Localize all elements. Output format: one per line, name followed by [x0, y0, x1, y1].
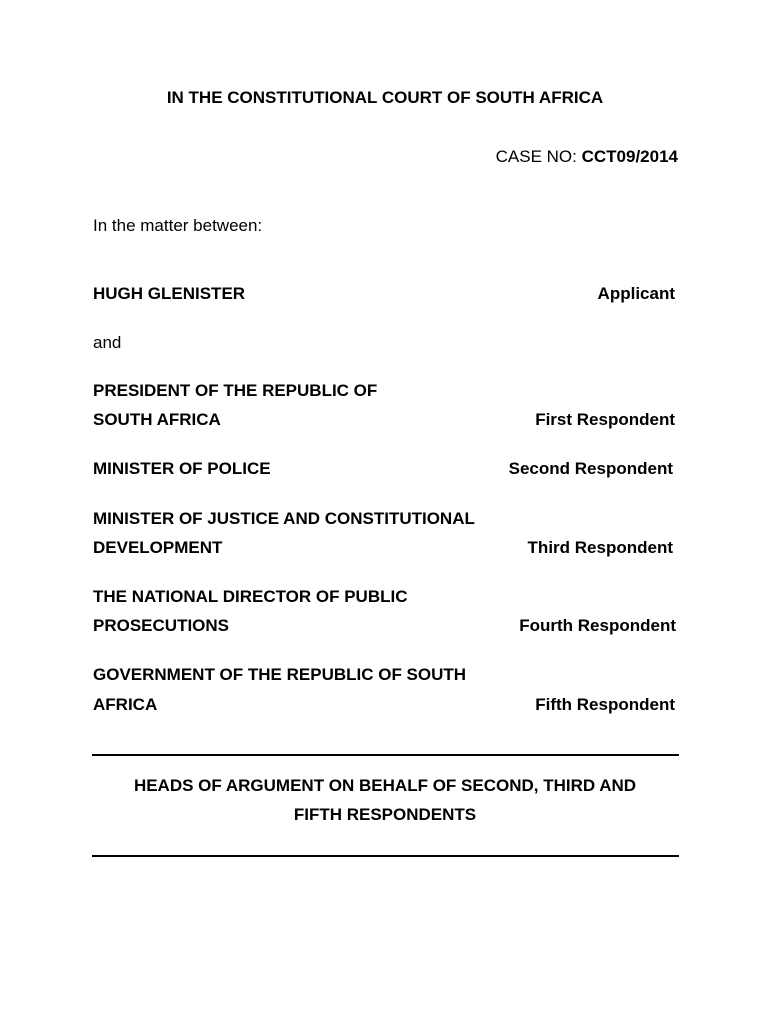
respondent-2-name: MINISTER OF POLICE — [93, 459, 271, 478]
respondent-1-name-line2: SOUTH AFRICA — [93, 410, 221, 429]
respondent-4-role: Fourth Respondent — [519, 616, 676, 635]
respondent-1-role: First Respondent — [535, 410, 675, 429]
respondent-3-role: Third Respondent — [527, 538, 673, 557]
respondent-3-name-line1: MINISTER OF JUSTICE AND CONSTITUTIONAL — [93, 509, 475, 528]
top-divider — [92, 754, 679, 756]
applicant-name: HUGH GLENISTER — [93, 284, 246, 303]
bottom-divider — [92, 855, 679, 857]
respondent-2-role: Second Respondent — [508, 459, 673, 478]
heading-line1: HEADS OF ARGUMENT ON BEHALF OF SECOND, THIRD AND — [133, 776, 637, 795]
respondent-5-name-line1: GOVERNMENT OF THE REPUBLIC OF SOUTH — [93, 665, 467, 684]
conjunction-and: and — [93, 333, 122, 352]
court-title: IN THE CONSTITUTIONAL COURT OF SOUTH AFRICA — [166, 88, 604, 107]
case-number-value: CCT09/2014 — [581, 147, 678, 166]
case-number — [496, 147, 678, 167]
respondent-4-name-line1: THE NATIONAL DIRECTOR OF PUBLIC — [93, 587, 408, 606]
respondent-5-role: Fifth Respondent — [535, 695, 675, 714]
case-number-label: CASE NO: — [495, 147, 577, 166]
heading-line2: FIFTH RESPONDENTS — [293, 805, 477, 824]
respondent-4-name-line2: PROSECUTIONS — [93, 616, 230, 635]
respondent-3-name-line2: DEVELOPMENT — [93, 538, 223, 557]
respondent-1-name-line1: PRESIDENT OF THE REPUBLIC OF — [93, 381, 378, 400]
respondent-5-name-line2: AFRICA — [93, 695, 158, 714]
applicant-role: Applicant — [597, 284, 675, 303]
intro-text: In the matter between: — [93, 216, 263, 235]
